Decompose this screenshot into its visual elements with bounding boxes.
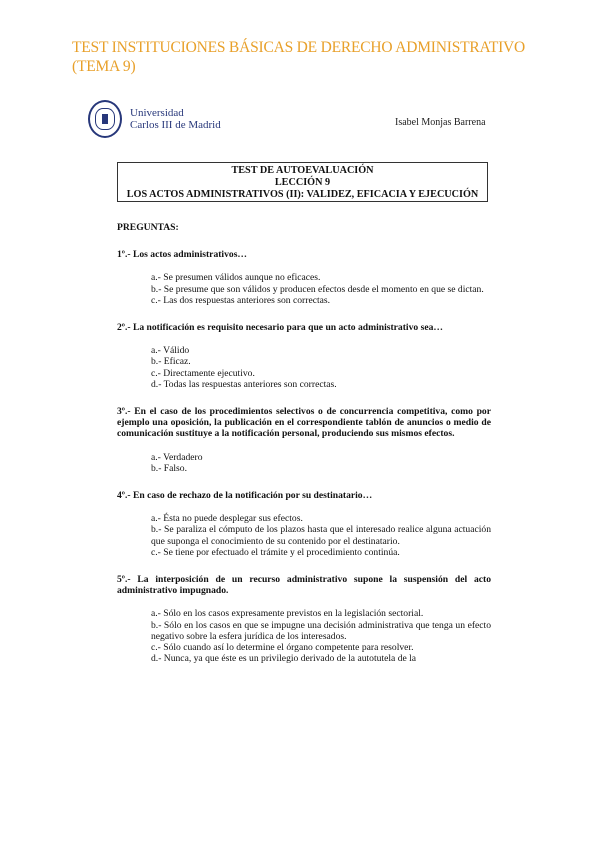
option-item: d.- Todas las respuestas anteriores son correctas. [151,378,337,390]
option-item: b.- Falso. [151,462,187,474]
question-text: 1º.- Los actos administrativos… [117,249,248,261]
question-text: 2º.- La notificación es requisito necesario para que un acto administrativo sea… [117,322,443,334]
option-item: c.- Directamente ejecutivo. [151,367,255,379]
university-name-line1: Universidad [130,107,184,119]
option-item: c.- Las dos respuestas anteriores son correctas. [151,294,331,306]
question-block [117,490,491,558]
university-name-line2: Carlos III de Madrid [130,119,221,131]
option-item: a.- Se presumen válidos aunque no eficaces. [151,272,321,284]
option-item: d.- Nunca, ya que éste es un privilegio derivado de la autotutela de la [151,653,417,665]
option-item: c.- Sólo cuando así lo determine el órgano competente para resolver. [151,642,414,654]
option-list [151,272,491,306]
test-title-line2: LECCIÓN 9 [274,177,331,188]
test-title-box [117,162,488,202]
test-title-line3: LOS ACTOS ADMINISTRATIVOS (II): VALIDEZ, EFICACIA Y EJECUCIÓN [126,189,479,200]
option-item: b.- Se paraliza el cómputo de los plazos hasta que el interesado realice alguna actuación que suponga el conocimiento de su contenido por el destinatario. [151,524,491,547]
question-block [117,406,491,474]
option-item: c.- Se tiene por efectuado el trámite y el procedimiento continúa. [151,546,400,558]
option-item: b.- Eficaz. [151,356,191,368]
document-header-title: TEST INSTITUCIONES BÁSICAS DE DERECHO ADMINISTRATIVO (TEMA 9) [72,39,526,75]
preguntas-heading: PREGUNTAS: [117,222,179,233]
university-logo [88,100,221,138]
question-text: 3º.- En el caso de los procedimientos selectivos o de concurrencia competitiva, como por ejemplo una oposición, la publicación en el correspondiente tablón de anuncios o medio de comunicación sustituye a la notificación personal, produciendo sus mismos efectos. [117,406,491,440]
option-item: b.- Sólo en los casos en que se impugne una decisión administrativa que tenga un efecto negativo sobre la esfera jurídica de los interesados. [151,619,491,642]
question-block [117,249,491,306]
university-seal-icon [88,100,122,138]
option-item: a.- Ésta no puede desplegar sus efectos. [151,513,303,525]
questions-section [117,222,491,680]
option-list [151,608,491,664]
question-text: 5º.- La interposición de un recurso administrativo supone la suspensión del acto administrativo impugnado. [117,574,491,597]
test-title-line1: TEST DE AUTOEVALUACIÓN [231,165,374,176]
question-block [117,574,491,664]
question-block [117,322,491,390]
author-name: Isabel Monjas Barrena [395,117,486,128]
option-list [151,345,491,390]
option-item: b.- Se presume que son válidos y producen efectos desde el momento en que se dictan. [151,283,484,295]
option-list [151,513,491,558]
option-list [151,452,491,474]
university-name [130,107,221,131]
option-item: a.- Válido [151,345,190,357]
option-item: a.- Sólo en los casos expresamente previstos en la legislación sectorial. [151,608,424,620]
option-item: a.- Verdadero [151,451,203,463]
question-text: 4º.- En caso de rechazo de la notificación por su destinatario… [117,490,373,502]
